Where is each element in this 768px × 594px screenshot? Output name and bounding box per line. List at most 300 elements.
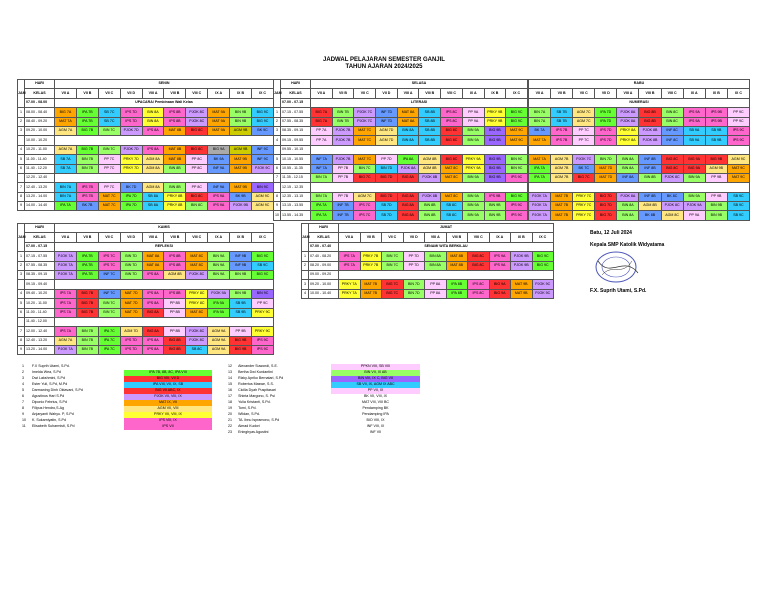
lesson-cell: PP 8C (186, 155, 208, 164)
period-time: 11.40 - 12.00 (25, 317, 55, 326)
lesson-cell: BK 8C (661, 192, 683, 201)
lesson-cell: MAT 9B (230, 183, 252, 192)
lesson-cell: PP 9A (462, 117, 484, 126)
table-row (18, 308, 274, 317)
lesson-cell: SB 9A (683, 136, 705, 145)
lesson-cell: MAT 7A (529, 155, 551, 164)
lesson-cell: SB 8B (419, 108, 441, 117)
lesson-cell: BIG 9B (484, 173, 506, 182)
lesson-cell: BIN 7B (76, 327, 98, 336)
table-row (18, 155, 274, 164)
period-time: 09.15 - 09.55 (281, 136, 311, 145)
teacher-name: TA. Ibnu Ispramono, S.Pd (238, 418, 280, 423)
lesson-cell: BIG 8C (186, 145, 208, 154)
lesson-cell: BIN 7D (120, 252, 142, 261)
jam-header: JAM (274, 80, 281, 108)
period-time: 12.20 - 12.40 (25, 173, 55, 182)
class-header: VII D (120, 233, 142, 242)
lesson-cell: BIN 9A (208, 261, 230, 270)
table-row (18, 327, 274, 336)
schedule-selasa (273, 79, 528, 221)
period-time: 12.00 - 12.40 (25, 327, 55, 336)
lesson-cell: PJOK 9A (683, 202, 705, 211)
hari-header: HARI (309, 224, 339, 233)
lesson-cell: MAT 7A (55, 117, 77, 126)
lesson-cell: PJOK 7A (55, 261, 77, 270)
lesson-cell: PJOK 7C (354, 117, 376, 126)
lesson-cell: IPA 7B (76, 108, 98, 117)
lesson-cell: BIN 7A (311, 173, 333, 182)
period-time: 10.20 - 11.00 (25, 145, 55, 154)
class-header: VIII C (186, 233, 208, 242)
class-header: VII C (98, 89, 120, 98)
lesson-cell: PP 9B (705, 173, 727, 182)
lesson-cell: PJOK 8C (186, 270, 208, 279)
lesson-cell: PRKY 8A (617, 126, 639, 135)
lesson-cell: IPS 9C (506, 173, 528, 182)
table-row (529, 173, 750, 182)
band-time: 07.00 - 07.40 (309, 242, 339, 251)
class-header: IX A (208, 89, 230, 98)
lesson-cell: MAT 8C (441, 173, 463, 182)
teacher-name: Anjaryanti Wahyu. P, S.Pd (32, 412, 74, 417)
period-number: 3 (18, 270, 25, 279)
period-number: 3 (302, 280, 309, 289)
lesson-cell: AGM 7B (551, 173, 573, 182)
teacher-number: 5 (22, 388, 24, 393)
teacher-number: 8 (22, 406, 24, 411)
teacher-subject-code: IPS VIII, IX (124, 418, 212, 424)
teacher-subject-code: PPKN VIII, SB VIII (331, 364, 420, 370)
period-number (274, 145, 281, 154)
period-time: 08.00 - 08.40 (25, 108, 55, 117)
lesson-cell: MAT 8C (186, 261, 208, 270)
lesson-cell: INF 8B (639, 192, 661, 201)
lesson-cell: PJOK 8C (186, 117, 208, 126)
lesson-cell: SB 9C (252, 261, 274, 270)
period-time: 12.40 - 13.20 (25, 183, 55, 192)
lesson-cell: IPS 7A (55, 327, 77, 336)
period-time: 09.20 - 10.00 (309, 280, 339, 289)
lesson-cell: BIG 7D (595, 192, 617, 201)
class-header: VII D (595, 89, 617, 98)
lesson-cell: IPS 9A (208, 202, 230, 211)
lesson-cell: INF 7D (376, 108, 398, 117)
lesson-cell: PP 8C (186, 183, 208, 192)
period-time: 10.20 - 11.00 (25, 299, 55, 308)
lesson-cell: AGM 7C (573, 108, 595, 117)
teacher-subject-code: BIN VIII, IX C, BIG VII (331, 376, 420, 382)
lesson-cell: PRKY 9C (252, 327, 274, 336)
teacher-subject-code: Pendamping IPA (331, 412, 420, 418)
lesson-cell: IPS 9A (683, 108, 705, 117)
lesson-cell: MAT 7C (354, 136, 376, 145)
lesson-cell: SB 9C (727, 202, 749, 211)
table-row (274, 145, 528, 154)
lesson-cell: INF 7B (332, 211, 354, 220)
band-time: 07.00 - 08.00 (25, 98, 55, 107)
lesson-cell: AGM 9B (705, 164, 727, 173)
period-time: 09.40 - 10.20 (25, 289, 55, 298)
lesson-cell: BIG 9B (230, 336, 252, 345)
lesson-cell: AGM 8A (142, 183, 164, 192)
band-activity: SENAM/ WITA BERKILAU (339, 242, 554, 251)
teacher-number: 23 (228, 430, 232, 435)
class-header: VIII B (419, 89, 441, 98)
table-row (18, 126, 274, 135)
lesson-cell: PP 9A (462, 108, 484, 117)
table-row (529, 202, 750, 211)
lesson-cell: INF 9A (208, 164, 230, 173)
lesson-cell: PP 7C (98, 183, 120, 192)
lesson-cell: SB 9C (727, 211, 749, 220)
lesson-cell: BIG 9A (683, 155, 705, 164)
class-header: VII C (98, 233, 120, 242)
table-row (302, 261, 554, 270)
period-number: 2 (302, 261, 309, 270)
lesson-cell: AGM 9A (208, 327, 230, 336)
period-number: 9 (274, 202, 281, 211)
lesson-cell: BIG 7D (376, 173, 398, 182)
lesson-cell: IPS 7B (76, 183, 98, 192)
lesson-cell: PP 7D (403, 261, 425, 270)
lesson-cell: INF 7D (376, 117, 398, 126)
lesson-cell: IPS 7A (55, 308, 77, 317)
lesson-cell: SB 7A (55, 164, 77, 173)
lesson-cell: INF 7C (98, 270, 120, 279)
lesson-cell: IPS 8A (142, 336, 164, 345)
lesson-cell: INF 9C (252, 155, 274, 164)
lesson-cell: PP 8C (186, 164, 208, 173)
lesson-cell: BIN 9A (462, 211, 484, 220)
table-row (18, 270, 274, 279)
teacher-name: Aimad Kudori (238, 424, 260, 429)
lesson-cell: IPS 7A (55, 299, 77, 308)
lesson-cell: AGM 7D (376, 126, 398, 135)
lesson-cell: PP 8A (425, 280, 447, 289)
lesson-cell: PJOK 8A (617, 192, 639, 201)
period-number (18, 280, 25, 289)
teacher-number: 6 (22, 394, 24, 399)
lesson-cell: MAT 8A (397, 108, 419, 117)
lesson-cell: SB 9B (230, 299, 252, 308)
teacher-subject-code: PP VII, IX (331, 388, 420, 394)
lesson-cell: BIG 8C (468, 261, 490, 270)
lesson-cell: BIG 7C (354, 173, 376, 182)
lesson-cell: BIN 9B (230, 270, 252, 279)
lesson-cell: AGM 9A (208, 346, 230, 355)
period-number (302, 270, 309, 279)
lesson-cell: PJOK 9B (511, 261, 533, 270)
lesson-cell: IPA 7A (311, 211, 333, 220)
table-row (18, 136, 274, 145)
lesson-cell: SB 8C (441, 211, 463, 220)
break-row (311, 145, 528, 154)
lesson-cell: MAT 7D (120, 308, 142, 317)
lesson-cell: BIG 8A (397, 173, 419, 182)
teacher-number: 7 (22, 400, 24, 405)
lesson-cell: BIG 8B (639, 117, 661, 126)
lesson-cell: BIG 9C (252, 108, 274, 117)
lesson-cell: MAT 8C (186, 252, 208, 261)
class-header: VIII C (661, 89, 683, 98)
break-row (339, 270, 554, 279)
teacher-number: 20 (228, 412, 232, 417)
lesson-cell: IPS 9B (484, 192, 506, 201)
lesson-cell: BIN 9A (462, 173, 484, 182)
lesson-cell: BIG 9A (489, 289, 511, 298)
break-row (55, 136, 274, 145)
lesson-cell: PRKY 8C (186, 289, 208, 298)
lesson-cell: PP 9A (683, 211, 705, 220)
teacher-number: 3 (22, 376, 24, 381)
lesson-cell: BIN 8B (639, 173, 661, 182)
lesson-cell: SB 9A (683, 126, 705, 135)
table-row (18, 346, 274, 355)
kelas-header: KELAS (281, 89, 311, 98)
lesson-cell: PRKY 7C (573, 211, 595, 220)
teacher-name: K. Sukarniyatin, S.Pd (32, 418, 66, 423)
jam-header: JAM (18, 224, 25, 252)
day-name: KAMIS (55, 224, 274, 233)
lesson-cell: BIN 8C (186, 202, 208, 211)
lesson-cell: PRKY 9B (484, 108, 506, 117)
class-header: VII A (55, 233, 77, 242)
lesson-cell: IPS 9C (506, 211, 528, 220)
lesson-cell: BIG 8B (164, 336, 186, 345)
lesson-cell: PJOK 9C (532, 280, 554, 289)
lesson-cell: IPS 8A (142, 346, 164, 355)
lesson-cell: IPS 7B (551, 126, 573, 135)
lesson-cell: SB 8B (419, 126, 441, 135)
lesson-cell: IPS 8A (142, 289, 164, 298)
teacher-subject-code: INF VIII, IX (331, 424, 420, 430)
lesson-cell: MAT 9C (506, 136, 528, 145)
teacher-number: 10 (22, 418, 26, 423)
lesson-cell: BIN 7A (311, 192, 333, 201)
lesson-cell: MAT 7B (360, 289, 382, 298)
lesson-cell: BIN 9B (705, 211, 727, 220)
lesson-cell: PP 8A (425, 289, 447, 298)
lesson-cell: BIN 8A (142, 108, 164, 117)
lesson-cell: MAT 8B (164, 145, 186, 154)
lesson-cell: MAT 7C (98, 192, 120, 201)
lesson-cell: PP 7B (332, 164, 354, 173)
lesson-cell: IPS 7B (76, 192, 98, 201)
class-header: VII A (311, 89, 333, 98)
lesson-cell: PJOK 7B (332, 136, 354, 145)
lesson-cell: SB 7A (55, 155, 77, 164)
schedule-kamis (17, 223, 274, 355)
lesson-cell: BIN 7D (376, 164, 398, 173)
lesson-cell: BK 7A (529, 126, 551, 135)
list-item (22, 424, 212, 430)
teacher-name: Imelda Wea, S.Pd (32, 370, 61, 375)
table-row (274, 173, 528, 182)
table-row (18, 280, 274, 289)
kelas-header: KELAS (25, 233, 55, 242)
band-activity: NUMERASI (529, 98, 750, 107)
teacher-name: Ester Yuli, S.Pd, M.Pd (32, 382, 68, 387)
lesson-cell: MAT 7D (595, 173, 617, 182)
teacher-number: 12 (228, 364, 232, 369)
lesson-cell: AGM 7B (551, 155, 573, 164)
period-time: 12.35 - 13.15 (281, 192, 311, 201)
period-number: 10 (274, 211, 281, 220)
lesson-cell: BIG 9C (252, 117, 274, 126)
teacher-number: 22 (228, 424, 232, 429)
table-row (18, 289, 274, 298)
lesson-cell: BIN 7D (120, 261, 142, 270)
lesson-cell: BIG 8C (661, 155, 683, 164)
lesson-cell: AGM 7B (551, 164, 573, 173)
lesson-cell: PP 9B (230, 327, 252, 336)
lesson-cell: SB 9B (705, 126, 727, 135)
lesson-cell: BIN 8A (617, 164, 639, 173)
lesson-cell: IPS 8B (164, 117, 186, 126)
teacher-name: Eninghyas Agustini (238, 430, 269, 435)
lesson-cell: BIN 9C (252, 183, 274, 192)
lesson-cell: IPS 8A (142, 270, 164, 279)
lesson-cell: PJOK 8C (186, 327, 208, 336)
lesson-cell: IPS 9A (489, 252, 511, 261)
hari-header: HARI (25, 80, 55, 89)
period-time: 11.40 - 12.20 (25, 164, 55, 173)
lesson-cell: IPS 7C (354, 202, 376, 211)
lesson-cell: BIN 7B (76, 336, 98, 345)
teacher-subject-code: PJOK VII, VIII, IX (124, 394, 212, 400)
teacher-subject-code: BIG VIII, VII D (124, 376, 212, 382)
lesson-cell: BIG 8C (441, 126, 463, 135)
class-header: VII C (573, 89, 595, 98)
lesson-cell: IPS 7A (339, 261, 361, 270)
lesson-cell: BK 8B (639, 211, 661, 220)
lesson-cell: PJOK 7A (529, 192, 551, 201)
jam-header: JAM (18, 80, 25, 108)
period-time: 08.35 - 09.15 (25, 270, 55, 279)
lesson-cell: AGM 9C (252, 202, 274, 211)
kelas-header: KELAS (25, 89, 55, 98)
class-header: IX C (727, 89, 749, 98)
lesson-cell: BIG 9A (683, 164, 705, 173)
lesson-cell: BIN 7C (382, 252, 404, 261)
period-number (274, 183, 281, 192)
lesson-cell: IPS 9C (506, 202, 528, 211)
lesson-cell: BIG 9B (484, 155, 506, 164)
table-row (18, 299, 274, 308)
lesson-cell: BIG 7B (76, 308, 98, 317)
lesson-cell: BIN 8C (661, 108, 683, 117)
lesson-cell: BIN 8C (661, 117, 683, 126)
period-time: 12.15 - 12.35 (281, 183, 311, 192)
teacher-subject-code: INF VII (331, 430, 420, 436)
lesson-cell: PJOK 9C (252, 164, 274, 173)
class-header: VII A (529, 89, 551, 98)
table-row (274, 136, 528, 145)
lesson-cell: SB 7B (551, 117, 573, 126)
lesson-cell: AGM 9C (252, 192, 274, 201)
lesson-cell: BIN 7B (76, 346, 98, 355)
lesson-cell: INF 9B (230, 261, 252, 270)
lesson-cell: PP 7B (332, 173, 354, 182)
teacher-name: Darmaning Dinh Oktavani, S.Pd (32, 388, 83, 393)
table-row (18, 173, 274, 182)
period-number: 9 (18, 202, 25, 211)
class-header: VIII A (142, 233, 164, 242)
lesson-cell: PP 7D (376, 155, 398, 164)
lesson-cell: PRKY 8B (164, 202, 186, 211)
table-row (529, 117, 750, 126)
teacher-subject-code: BIO VIII, IX (331, 418, 420, 424)
table-row (529, 136, 750, 145)
lesson-cell: BIG 9C (506, 192, 528, 201)
teacher-subject-code: MAT VIII, VIII BC (331, 400, 420, 406)
lesson-cell: PJOK 7D (120, 145, 142, 154)
lesson-cell: BIG 7D (595, 211, 617, 220)
class-header: VIII A (425, 233, 447, 242)
teacher-number: 4 (22, 382, 24, 387)
lesson-cell: INF 9A (208, 183, 230, 192)
period-time: 09.00 - 09.20 (309, 270, 339, 279)
teacher-subject-code: AGM VII, VIII (124, 406, 212, 412)
class-header: VII D (376, 89, 398, 98)
period-number: 9 (18, 346, 25, 355)
lesson-cell: MAT 7D (595, 164, 617, 173)
teacher-number: 19 (228, 406, 232, 411)
table-row (302, 270, 554, 279)
lesson-cell: BIG 7B (76, 145, 98, 154)
teacher-list-right (228, 364, 420, 436)
lesson-cell: BIN 8A (617, 211, 639, 220)
lesson-cell: BIG 7B (76, 299, 98, 308)
lesson-cell: BIN 8A (425, 261, 447, 270)
lesson-cell: PJOK 7B (332, 126, 354, 135)
lesson-cell: AGM 8B (639, 202, 661, 211)
lesson-cell: AGM 7D (376, 136, 398, 145)
lesson-cell: PJOK 7A (529, 202, 551, 211)
teacher-number: 9 (22, 412, 24, 417)
class-header: VIII C (441, 89, 463, 98)
table-row (274, 164, 528, 173)
lesson-cell: MAT 7C (98, 202, 120, 211)
class-header: VII B (551, 89, 573, 98)
lesson-cell: BIN 9B (230, 289, 252, 298)
teacher-number: 1 (22, 364, 24, 369)
class-header: IX B (705, 89, 727, 98)
band-activity: LITERASI (311, 98, 528, 107)
teacher-subject-code: BIG VII ABC, IX (124, 388, 212, 394)
table-row (274, 117, 528, 126)
lesson-cell: BIN 7B (332, 117, 354, 126)
band-activity: REFLEKSI (55, 242, 274, 251)
lesson-cell: BIN 8B (164, 183, 186, 192)
lesson-cell: BIN 9C (506, 155, 528, 164)
lesson-cell: BIN 8A (397, 136, 419, 145)
teacher-name: Cicilia Dyah Puspitasari (238, 388, 276, 393)
lesson-cell: BK 9C (252, 126, 274, 135)
lesson-cell: BIN 7D (120, 270, 142, 279)
schedule-jumat (301, 223, 554, 299)
lesson-cell: SB 7D (376, 211, 398, 220)
lesson-cell: MAT 9A (208, 117, 230, 126)
period-number: 6 (18, 164, 25, 173)
table-row (529, 155, 750, 164)
lesson-cell: BIN 9B (484, 211, 506, 220)
lesson-cell: PRKY 7D (120, 155, 142, 164)
period-number: 2 (18, 117, 25, 126)
lesson-cell: IPA 7A (55, 202, 77, 211)
lesson-cell: BIN 7B (76, 164, 98, 173)
